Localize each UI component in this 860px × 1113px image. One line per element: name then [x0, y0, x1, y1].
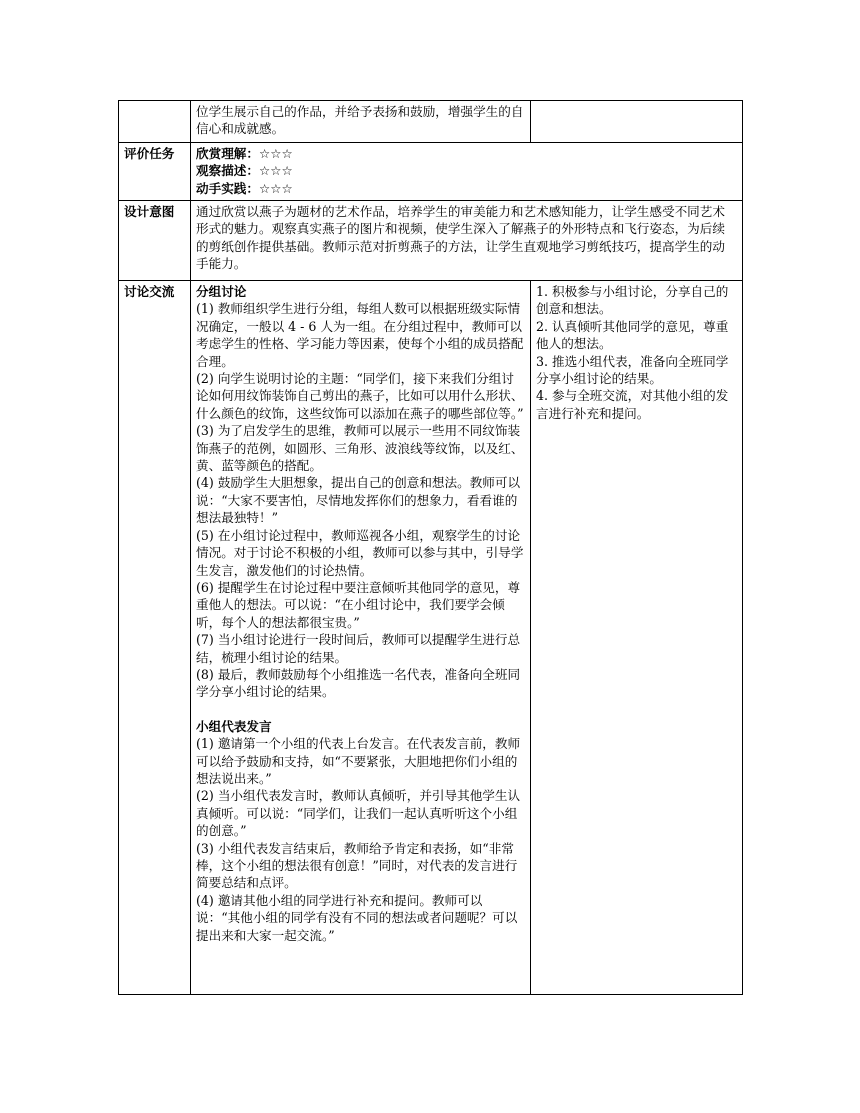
list-item: (8) 最后，教师鼓励每个小组推选一名代表，准备向全班同学分享小组讨论的结果。 — [196, 666, 521, 700]
list-item: (3) 为了启发学生的思维，教师可以展示一些用不同纹饰装饰燕子的范例，如圆形、三角形、波浪线等纹饰，以及红、黄、蓝等颜色的搭配。 — [196, 423, 524, 474]
evaluation-item — [196, 162, 737, 179]
evaluation-item — [196, 145, 737, 162]
list-item: (3) 小组代表发言结束后，教师给予肯定和表扬，如“非常棒，这个小组的想法很有创意！”同时，对代表的发言进行简要总结和点评。 — [196, 840, 518, 891]
list-item: (4) 邀请其他小组的同学进行补充和提问。教师可以说：“其他小组的同学有没有不同的想法或者问题呢？可以提出来和大家一起交流。” — [196, 892, 518, 943]
list-item: 1. 积极参与小组讨论，分享自己的创意和想法。 — [536, 284, 729, 317]
design-label: 设计意图 — [119, 201, 191, 281]
evaluation-item-name: 观察描述： — [196, 163, 259, 179]
evaluation-label: 评价任务 — [119, 143, 191, 201]
table-row-evaluation — [119, 143, 743, 201]
list-item: (1) 邀请第一个小组的代表上台发言。在代表发言前，教师可以给予鼓励和支持，如“不要紧张，大胆地把你们小组的想法说出来。” — [196, 736, 521, 786]
list-item: 4. 参与全班交流，对其他小组的发言进行补充和提问。 — [536, 388, 729, 421]
list-item: (1) 教师组织学生进行分组，每组人数可以根据班级实际情况确定，一般以 4 - 6 人为一组。在分组过程中，教师可以考虑学生的性格、学习能力等因素，使每个小组的成员搭配合理。 — [196, 301, 524, 369]
list-item: (6) 提醒学生在讨论过程中要注意倾听其他同学的意见，尊重他人的想法。可以说：“在小组讨论中，我们要学会倾听，每个人的想法都很宝贵。” — [196, 579, 521, 630]
spacer — [196, 701, 525, 718]
list-item: (7) 当小组讨论进行一段时间后，教师可以提醒学生进行总结，梳理小组讨论的结果。 — [196, 632, 521, 665]
list-item: (4) 鼓励学生大胆想象，提出自己的创意和想法。教师可以说：“大家不要害怕，尽情地发挥你们的想象力，看看谁的想法最独特！” — [196, 475, 521, 526]
star-rating: ☆☆☆ — [258, 180, 293, 196]
star-rating: ☆☆☆ — [258, 146, 293, 161]
list-item: 2. 认真倾听其他同学的意见，尊重他人的想法。 — [536, 318, 729, 352]
evaluation-item-name: 动手实践： — [196, 180, 259, 196]
discussion-label: 讨论交流 — [119, 281, 191, 995]
list-item: (2) 向学生说明讨论的主题：“同学们，接下来我们分组讨论如何用纹饰装饰自己剪出的燕子，比如可以用什么形状、什么颜色的纹饰，这些纹饰可以添加在燕子的哪些部位等。” — [196, 371, 524, 421]
student-activities — [531, 281, 743, 995]
section-title: 分组讨论 — [196, 284, 247, 299]
list-item: 3. 推选小组代表，准备向全班同学分享小组讨论的结果。 — [536, 353, 729, 387]
design-text: 通过欣赏以燕子为题材的艺术作品，培养学生的审美能力和艺术感知能力，让学生感受不同艺术形式的魅力。观察真实燕子的图片和视频，使学生深入了解燕子的外形特点和飞行姿态，为后续的剪纸创作提供基础。教师示范对折剪燕子的方法，让学生直观地学习剪纸技巧，提高学生的动手能力。 — [191, 201, 743, 281]
list-item: (2) 当小组代表发言时，教师认真倾听，并引导其他学生认真倾听。可以说：“同学们，让我们一起认真听听这个小组的创意。” — [196, 788, 521, 839]
evaluation-item-name: 欣赏理解： — [196, 146, 259, 161]
continued-text: 位学生展示自己的作品，并给予表扬和鼓励，增强学生的自信心和成就感。 — [191, 101, 531, 143]
row-label-empty — [119, 101, 191, 143]
evaluation-item — [196, 180, 737, 197]
table-row-continued — [119, 101, 743, 143]
section-title: 小组代表发言 — [196, 718, 272, 734]
list-item: (5) 在小组讨论过程中，教师巡视各小组，观察学生的讨论情况。对于讨论不积极的小组，教师可以参与其中，引导学生发言，激发他们的讨论热情。 — [196, 527, 524, 578]
star-rating: ☆☆☆ — [258, 163, 293, 179]
table-row-design — [119, 201, 743, 281]
evaluation-content — [191, 143, 743, 201]
continued-right-empty — [531, 101, 743, 143]
table-row-discussion — [119, 281, 743, 995]
lesson-plan-table — [118, 100, 743, 995]
teacher-activities — [191, 281, 531, 995]
